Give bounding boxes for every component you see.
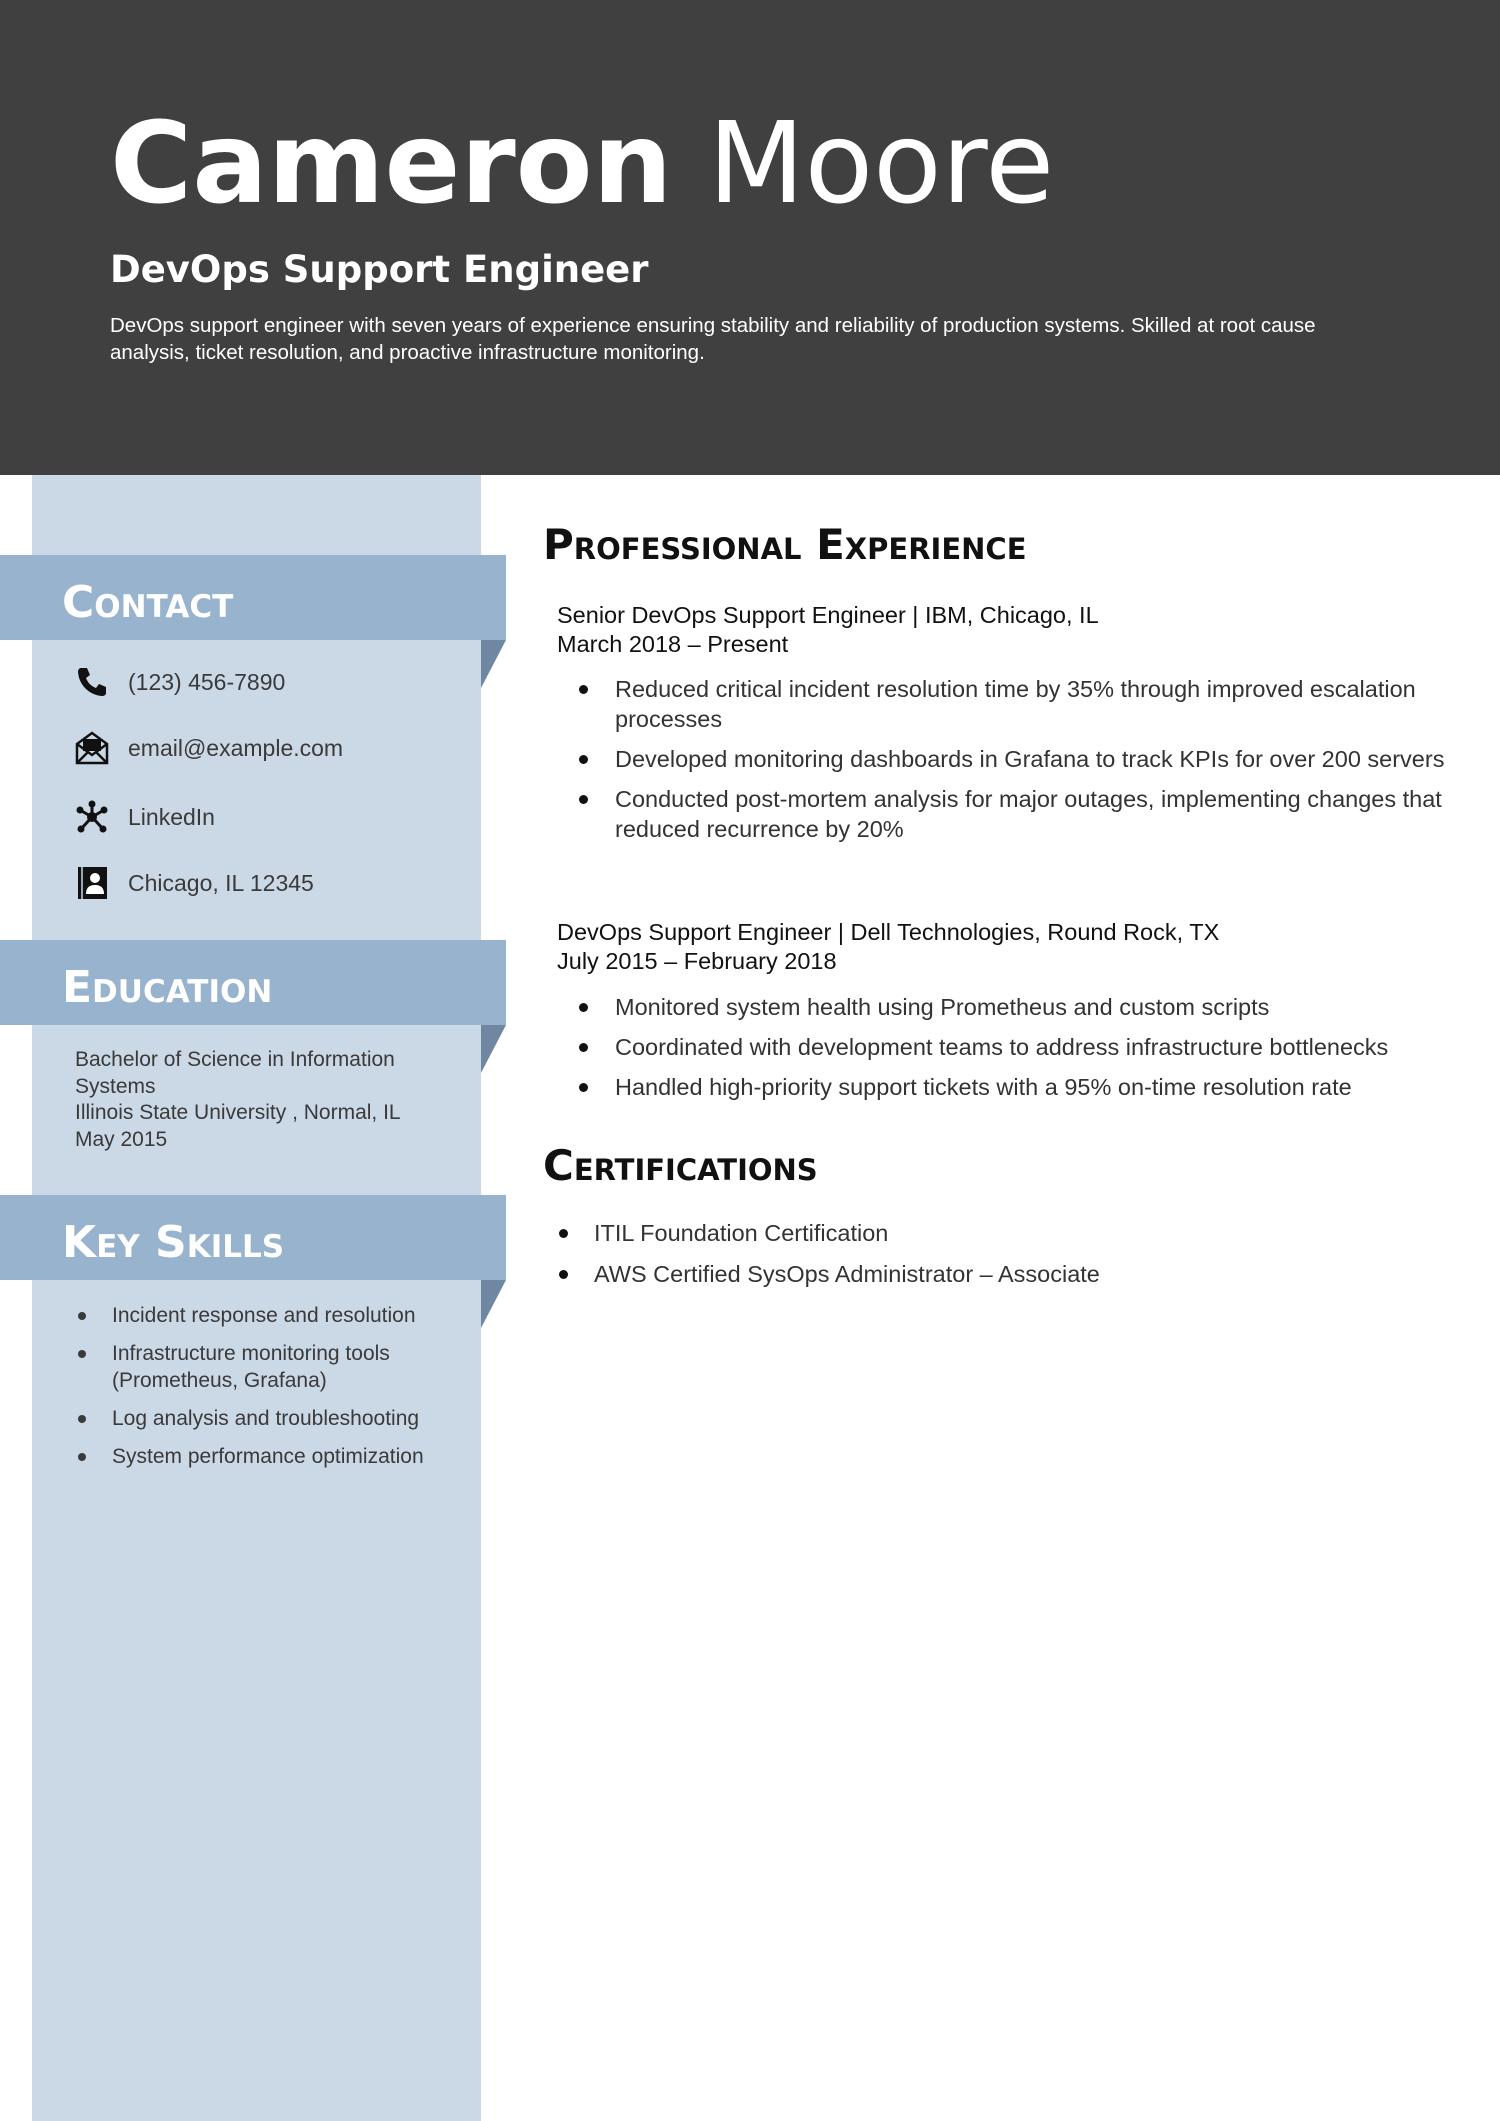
job-2-bullet: Coordinated with development teams to address infrastructure bottlenecks	[557, 1032, 1457, 1062]
education-banner	[0, 940, 506, 1025]
phone-icon	[74, 664, 110, 700]
job-2-header	[557, 918, 1219, 976]
contact-address	[74, 863, 314, 903]
job-1-bullet: Reduced critical incident resolution time by 35% through improved escalation processes	[557, 674, 1457, 734]
education-heading: Education	[62, 962, 273, 1013]
skills-heading: Key Skills	[62, 1217, 285, 1268]
contact-linkedin[interactable]	[74, 797, 215, 837]
header	[0, 0, 1500, 475]
skills-fold	[481, 1280, 506, 1328]
contact-banner	[0, 555, 506, 640]
job-title: DevOps Support Engineer	[110, 248, 649, 291]
job-2-bullets	[557, 992, 1457, 1112]
certification-item: ITIL Foundation Certification	[557, 1218, 1457, 1248]
job-1-dates: March 2018 – Present	[557, 631, 789, 657]
job-1-bullet: Conducted post-mortem analysis for major outages, implementing changes that reduced recurrence by 20%	[557, 784, 1457, 844]
certifications-list	[557, 1218, 1457, 1300]
job-2-bullet: Handled high-priority support tickets with a 95% on-time resolution rate	[557, 1072, 1457, 1102]
email-icon	[74, 730, 110, 766]
last-name: Moore	[707, 99, 1055, 229]
education-degree: Bachelor of Science in Information Systems	[75, 1048, 395, 1098]
linkedin-text[interactable]: LinkedIn	[128, 803, 215, 830]
sidebar	[32, 475, 481, 2121]
certifications-heading: Certifications	[543, 1141, 818, 1190]
skill-item: Infrastructure monitoring tools (Prometheus, Grafana)	[70, 1340, 480, 1394]
skills-banner	[0, 1195, 506, 1280]
linkedin-icon	[74, 799, 110, 835]
contact-fold	[481, 640, 506, 688]
address-text: Chicago, IL 12345	[128, 869, 314, 896]
email-text[interactable]: email@example.com	[128, 734, 344, 761]
job-2-bullet: Monitored system health using Prometheus and custom scripts	[557, 992, 1457, 1022]
education-fold	[481, 1025, 506, 1073]
job-1-bullet: Developed monitoring dashboards in Grafana to track KPIs for over 200 servers	[557, 744, 1457, 774]
job-1-header	[557, 601, 1099, 659]
skills-list	[70, 1302, 480, 1481]
job-2-title: DevOps Support Engineer | Dell Technologies, Round Rock, TX	[557, 919, 1220, 945]
certification-item: AWS Certified SysOps Administrator – Associate	[557, 1259, 1457, 1289]
skill-item: System performance optimization	[70, 1443, 480, 1470]
candidate-name	[110, 99, 1055, 229]
education-school: Illinois State University , Normal, IL	[75, 1101, 401, 1124]
skill-item: Incident response and resolution	[70, 1302, 480, 1329]
contact-email[interactable]	[74, 728, 343, 768]
education-entry	[75, 1047, 475, 1153]
first-name: Cameron	[110, 99, 673, 229]
phone-text: (123) 456-7890	[128, 668, 286, 695]
job-2-dates: July 2015 – February 2018	[557, 948, 837, 974]
contact-heading: Contact	[62, 577, 234, 628]
job-1-bullets	[557, 674, 1457, 854]
summary: DevOps support engineer with seven years of experience ensuring stability and reliability of production systems. Skilled at root cause analysis, ticket resolution, and proactive infrastructure monitoring.	[110, 314, 1316, 364]
skill-item: Log analysis and troubleshooting	[70, 1405, 480, 1432]
address-icon	[74, 865, 110, 901]
experience-heading: Professional Experience	[543, 520, 1027, 569]
contact-phone	[74, 662, 285, 702]
job-1-title: Senior DevOps Support Engineer | IBM, Chicago, IL	[557, 602, 1099, 628]
education-date: May 2015	[75, 1127, 168, 1151]
